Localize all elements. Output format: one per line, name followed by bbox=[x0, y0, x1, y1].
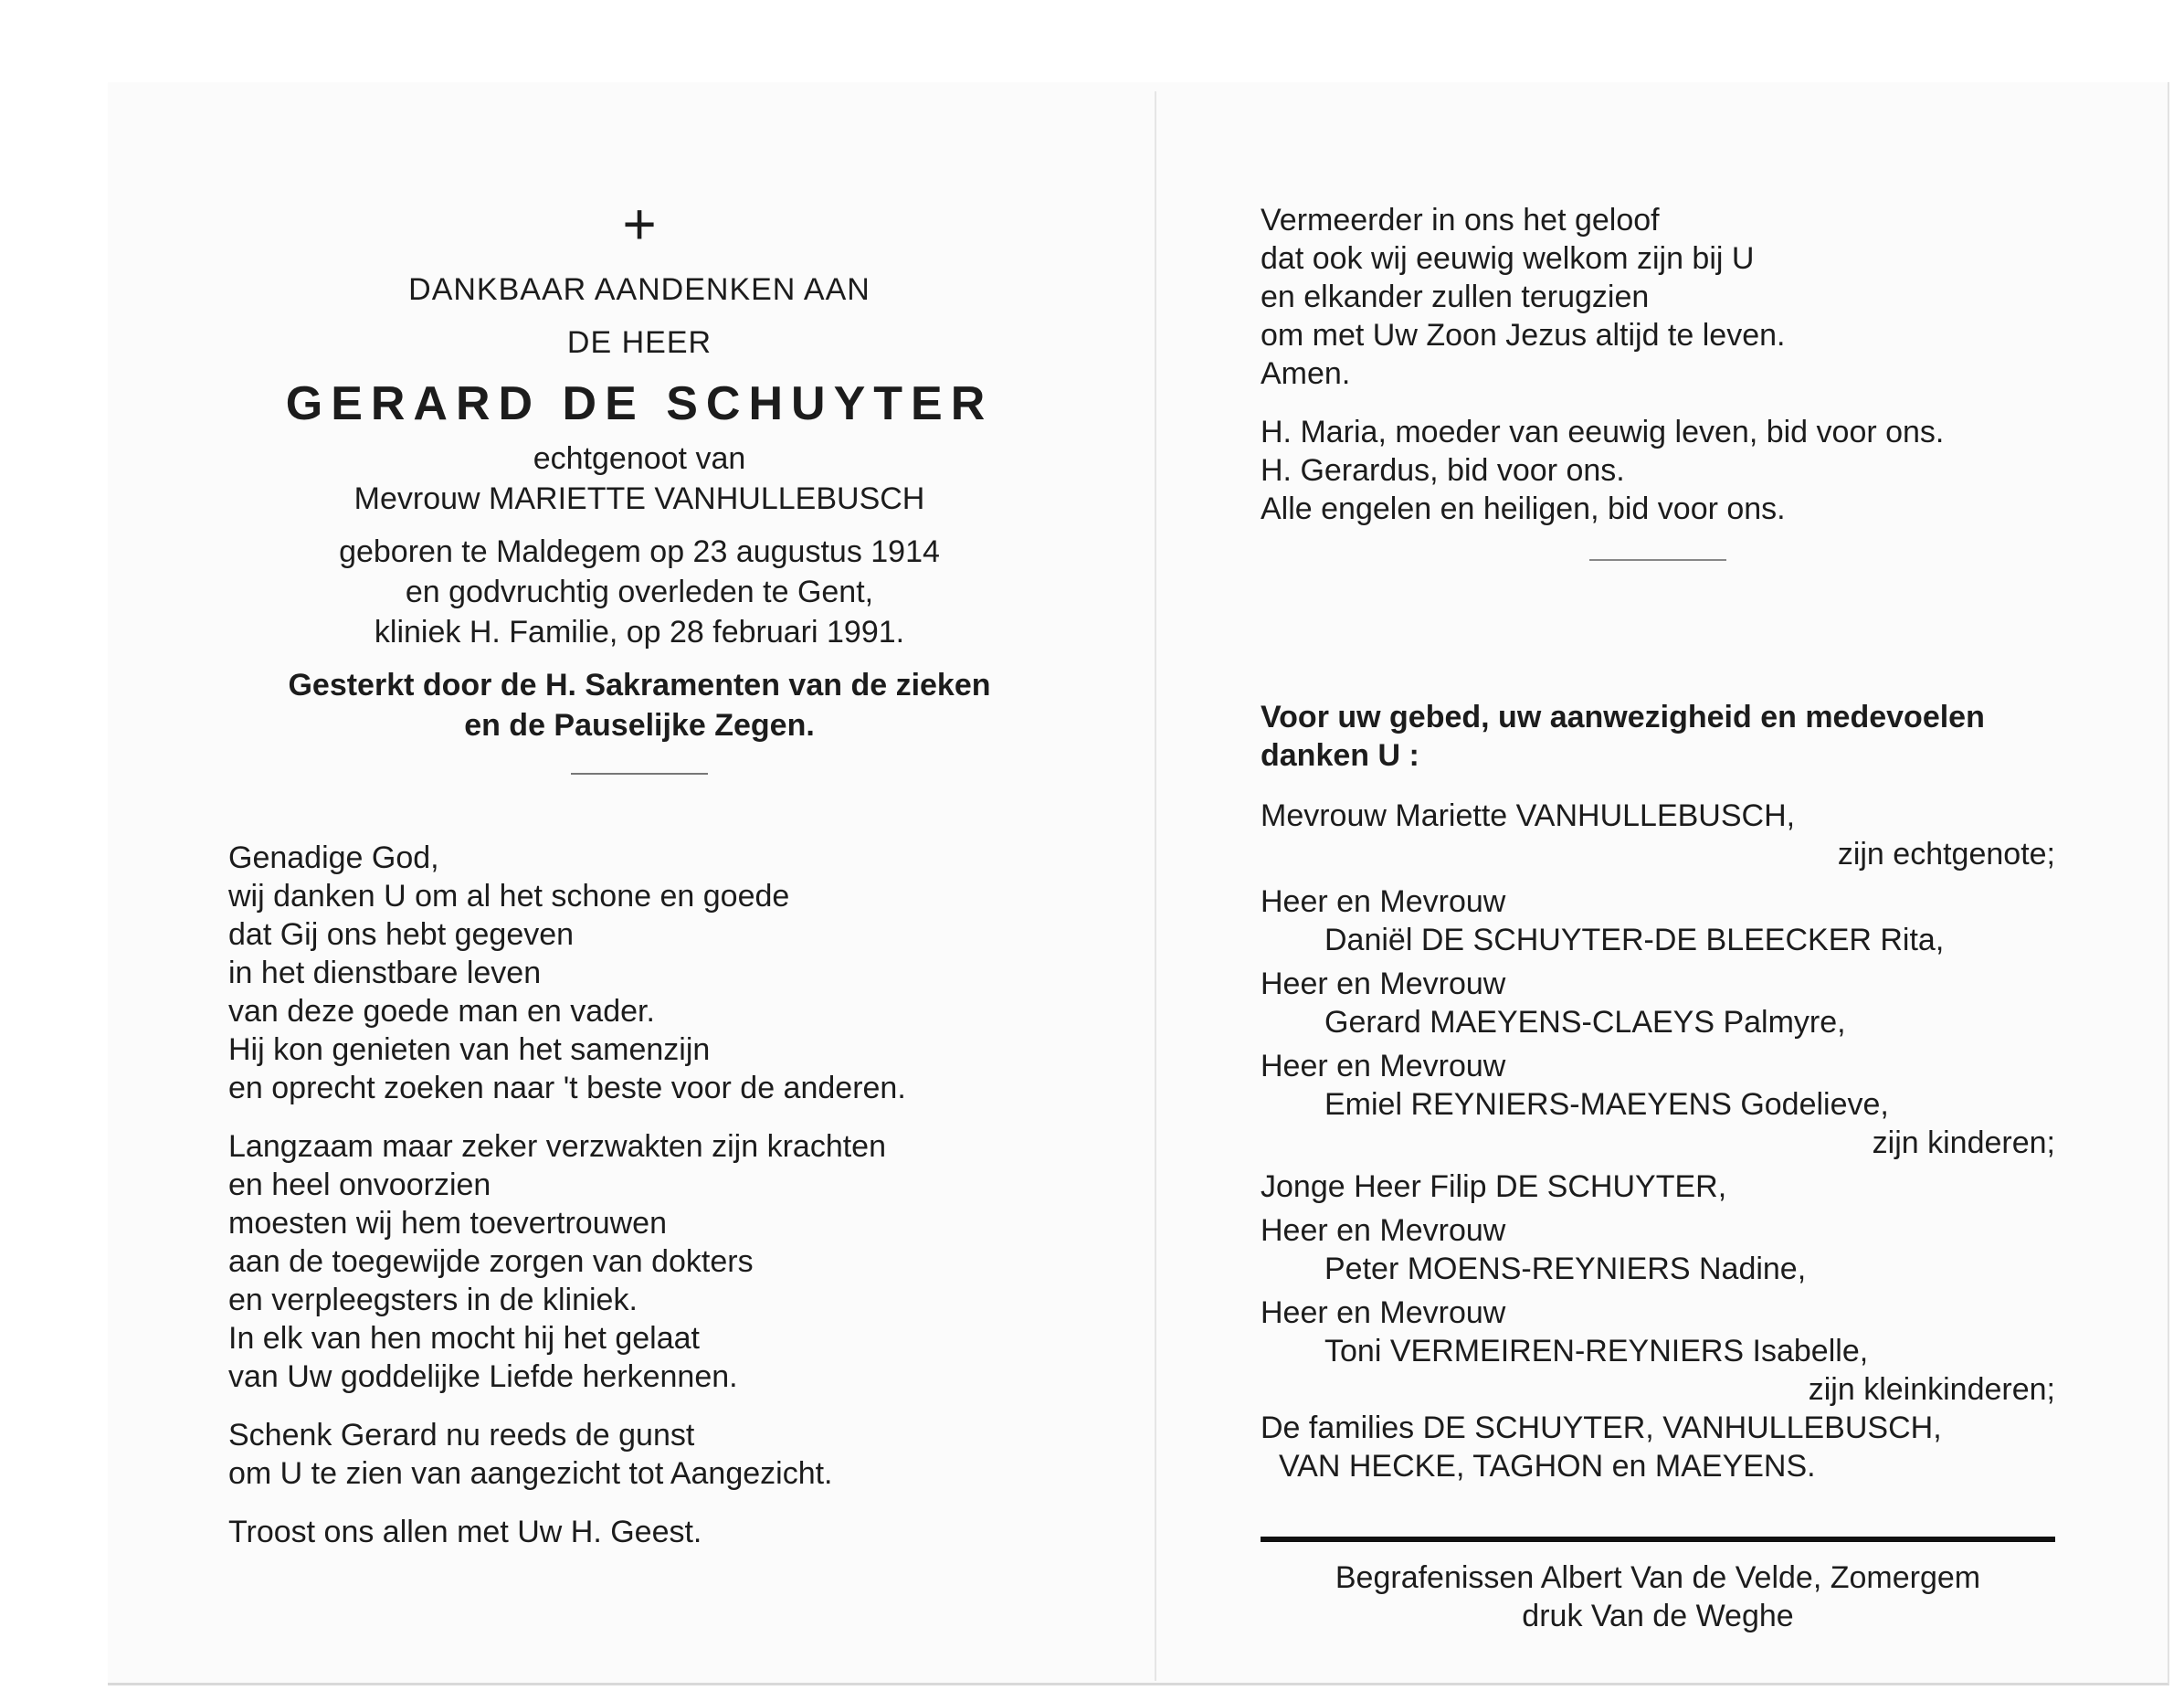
divider bbox=[571, 773, 708, 775]
left-panel bbox=[228, 183, 1050, 1571]
prayer-line: dat Gij ons hebt gegeven bbox=[228, 917, 575, 952]
families-line: VAN HECKE, TAGHON en MAEYENS. bbox=[1279, 1449, 1816, 1484]
birth-death-line-2: en godvruchtig overleden te Gent, bbox=[405, 575, 874, 609]
prayer-line: om U te zien van aangezicht tot Aangezicht. bbox=[228, 1456, 833, 1491]
family-list bbox=[1261, 797, 2083, 1485]
prayer-paragraph-1 bbox=[228, 839, 1050, 1107]
family-names: Peter MOENS-REYNIERS Nadine, bbox=[1324, 1252, 1807, 1286]
spouse-name: Mevrouw MARIETTE VANHULLEBUSCH bbox=[353, 481, 925, 516]
prayer-line: Amen. bbox=[1261, 356, 1351, 391]
thanks-intro bbox=[1261, 698, 2083, 775]
birth-death-line-1: geboren te Maldegem op 23 augustus 1914 bbox=[339, 534, 940, 569]
prayer-line: Troost ons allen met Uw H. Geest. bbox=[228, 1515, 702, 1549]
family-spouse: Mevrouw Mariette VANHULLEBUSCH, bbox=[1261, 798, 1796, 833]
family-role: zijn kleinkinderen; bbox=[1808, 1372, 2055, 1407]
prayer-line: in het dienstbare leven bbox=[228, 956, 542, 990]
invocation-line: H. Gerardus, bid voor ons. bbox=[1261, 453, 1625, 488]
prayer-paragraph-4 bbox=[228, 1513, 1050, 1551]
family-title: Heer en Mevrouw bbox=[1261, 967, 1506, 1001]
family-names: Toni VERMEIREN-REYNIERS Isabelle, bbox=[1324, 1334, 1869, 1368]
footer-rule bbox=[1261, 1537, 2055, 1542]
prayer-line: en verpleegsters in de kliniek. bbox=[228, 1283, 638, 1317]
prayer-paragraph-2 bbox=[228, 1127, 1050, 1396]
card-fold-line bbox=[1155, 91, 1156, 1681]
family-names: Emiel REYNIERS-MAEYENS Godelieve, bbox=[1324, 1087, 1889, 1122]
family-names: Gerard MAEYENS-CLAEYS Palmyre, bbox=[1324, 1005, 1846, 1040]
prayer-continued bbox=[1261, 201, 2083, 393]
family-role: zijn echtgenote; bbox=[1837, 837, 2055, 872]
thanks-line: Voor uw gebed, uw aanwezigheid en medevoelen bbox=[1261, 700, 1985, 734]
header-line-2: DE HEER bbox=[566, 325, 712, 360]
birth-death-line-3: kliniek H. Familie, op 28 februari 1991. bbox=[374, 615, 905, 650]
family-names: Daniël DE SCHUYTER-DE BLEECKER Rita, bbox=[1324, 923, 1945, 957]
family-title: Heer en Mevrouw bbox=[1261, 1213, 1506, 1248]
prayer-line: Hij kon genieten van het samenzijn bbox=[228, 1032, 711, 1067]
thanks-line: danken U : bbox=[1261, 738, 1419, 773]
header-line-1: DANKBAAR AANDENKEN AAN bbox=[408, 272, 870, 307]
right-panel bbox=[1261, 183, 2083, 1635]
invocation-line: H. Maria, moeder van eeuwig leven, bid voor ons. bbox=[1261, 415, 1945, 449]
family-names: Jonge Heer Filip DE SCHUYTER, bbox=[1261, 1169, 1727, 1204]
prayer-line: In elk van hen mocht hij het gelaat bbox=[228, 1321, 700, 1356]
families-line: De families DE SCHUYTER, VANHULLEBUSCH, bbox=[1261, 1410, 1942, 1445]
family-title: Heer en Mevrouw bbox=[1261, 1049, 1506, 1083]
sacraments-line-1: Gesterkt door de H. Sakramenten van de zieken bbox=[288, 668, 991, 703]
prayer-line: en elkander zullen terugzien bbox=[1261, 280, 1650, 314]
prayer-line: om met Uw Zoon Jezus altijd te leven. bbox=[1261, 318, 1786, 353]
divider bbox=[1589, 559, 1726, 561]
family-role: zijn kinderen; bbox=[1872, 1125, 2055, 1160]
prayer-line: Genadige God, bbox=[228, 840, 439, 875]
prayer-line: van Uw goddelijke Liefde herkennen. bbox=[228, 1359, 738, 1394]
prayer-line: Vermeerder in ons het geloof bbox=[1261, 203, 1660, 238]
cross-symbol: + bbox=[622, 191, 657, 257]
family-title: Heer en Mevrouw bbox=[1261, 884, 1506, 919]
prayer-line: en oprecht zoeken naar 't beste voor de anderen. bbox=[228, 1071, 906, 1105]
prayer-line: Schenk Gerard nu reeds de gunst bbox=[228, 1418, 695, 1453]
prayer-line: aan de toegewijde zorgen van dokters bbox=[228, 1244, 754, 1279]
family-title: Heer en Mevrouw bbox=[1261, 1295, 1506, 1330]
spouse-intro: echtgenoot van bbox=[533, 441, 746, 476]
prayer-line: dat ook wij eeuwig welkom zijn bij U bbox=[1261, 241, 1755, 276]
prayer-paragraph-3 bbox=[228, 1416, 1050, 1493]
invocation-line: Alle engelen en heiligen, bid voor ons. bbox=[1261, 491, 1786, 526]
prayer-line: wij danken U om al het schone en goede bbox=[228, 879, 790, 914]
printer-credit: druk Van de Weghe bbox=[1522, 1599, 1794, 1633]
deceased-name: GERARD DE SCHUYTER bbox=[285, 377, 994, 430]
prayer-line: van deze goede man en vader. bbox=[228, 994, 655, 1029]
prayer-line: Langzaam maar zeker verzwakten zijn krachten bbox=[228, 1129, 886, 1164]
prayer-line: en heel onvoorzien bbox=[228, 1167, 491, 1202]
sacraments-line-2: en de Pauselijke Zegen. bbox=[464, 708, 815, 743]
funeral-home: Begrafenissen Albert Van de Velde, Zomergem bbox=[1335, 1560, 1981, 1595]
prayer-line: moesten wij hem toevertrouwen bbox=[228, 1206, 668, 1241]
invocations bbox=[1261, 413, 2083, 528]
